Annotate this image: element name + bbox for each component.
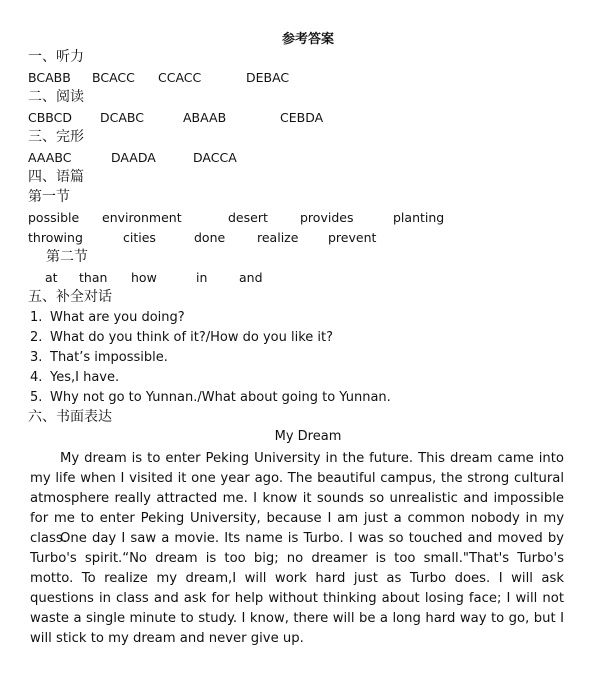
dialogue-answer-3 — [30, 350, 168, 365]
subsection-heading-part2: 第二节 — [46, 249, 88, 265]
section-heading-listening: 一、听力 — [28, 49, 84, 65]
essay-paragraph-1: My dream is to enter Peking University in the future. This dream came into my life when I visited it one year ago. The beautiful campus, the strong cultural atmosphere really attracted me. I know it sounds so unrealistic and impossible for me to enter Peking University, because I am just a common nobody in my class. — [30, 451, 564, 546]
word-answer: planting — [393, 210, 445, 225]
answer-group: DCABC — [100, 110, 144, 125]
section-heading-dialogue: 五、补全对话 — [28, 289, 112, 305]
word-answer: environment — [102, 210, 182, 225]
essay-title: My Dream — [274, 429, 342, 444]
word-answer: and — [239, 270, 263, 285]
word-answer: realize — [257, 230, 299, 245]
item-text: Yes,I have. — [50, 370, 120, 385]
word-answer: desert — [228, 210, 268, 225]
item-text: That’s impossible. — [50, 350, 168, 365]
subsection-heading-part1: 第一节 — [28, 189, 70, 205]
word-answer: how — [131, 270, 157, 285]
item-number: 3. — [30, 350, 43, 365]
section-heading-cloze: 三、完形 — [28, 129, 84, 145]
dialogue-answer-1 — [30, 310, 185, 325]
page-title: 参考答案 — [281, 32, 334, 47]
essay-paragraph-2: One day I saw a movie. Its name is Turbo. I was so touched and moved by Turbo's spirit.“No dream is too big; no dreamer is too small."That's Turbo's motto. To realize my dream,I will work hard just as Turbo does. I will ask questions in class and ask for help without thinking about losing face; I will not waste a single minute to study. I know, there will be a long hard way to go, but I will stick to my dream and never give up. — [30, 531, 564, 646]
section-heading-reading: 二、阅读 — [28, 89, 84, 105]
answer-group: CBBCD — [28, 110, 73, 125]
word-answer: provides — [300, 210, 354, 225]
answer-group: DAADA — [111, 150, 156, 165]
item-text: What are you doing? — [50, 310, 185, 325]
word-answer: possible — [28, 210, 80, 225]
item-text: Why not go to Yunnan./What about going to Yunnan. — [50, 390, 391, 405]
answer-group: ABAAB — [183, 110, 227, 125]
dialogue-answer-2 — [30, 330, 333, 345]
dialogue-answer-5 — [30, 390, 391, 405]
item-text: What do you think of it?/How do you like it? — [50, 330, 334, 345]
answer-group: DACCA — [193, 150, 237, 165]
word-answer: throwing — [28, 230, 83, 245]
word-answer: prevent — [328, 230, 377, 245]
word-answer: than — [79, 270, 108, 285]
answer-group: DEBAC — [246, 70, 290, 85]
word-answer: in — [196, 270, 208, 285]
item-number: 1. — [30, 310, 43, 325]
word-answer: done — [194, 230, 226, 245]
answer-group: BCACC — [92, 70, 135, 85]
answer-group: BCABB — [28, 70, 71, 85]
word-answer: at — [45, 270, 58, 285]
dialogue-answer-4 — [30, 370, 119, 385]
item-number: 4. — [30, 370, 43, 385]
answer-group: AAABC — [28, 150, 72, 165]
answer-group: CEBDA — [280, 110, 324, 125]
section-heading-writing: 六、书面表达 — [28, 409, 112, 425]
word-answer: cities — [123, 230, 156, 245]
item-number: 5. — [30, 390, 43, 405]
item-number: 2. — [30, 330, 43, 345]
section-heading-passage: 四、语篇 — [28, 169, 84, 185]
answer-group: CCACC — [158, 70, 202, 85]
